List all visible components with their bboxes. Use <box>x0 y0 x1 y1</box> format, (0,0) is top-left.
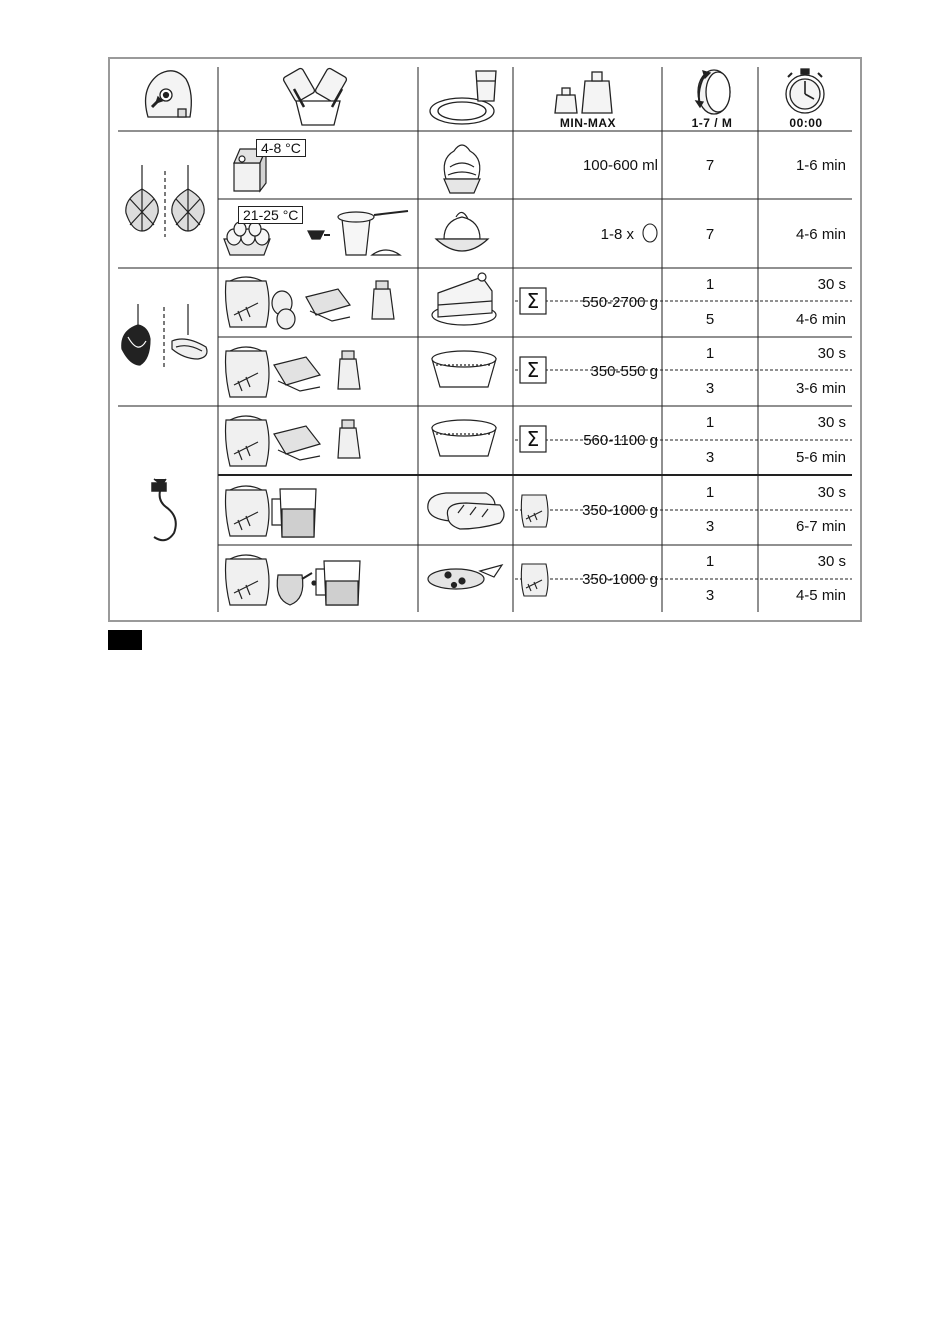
time-value: 30 s <box>817 345 846 362</box>
time-value: 4-5 min <box>795 587 846 604</box>
egg-icon <box>643 224 657 242</box>
sum-symbol: Σ <box>526 358 540 382</box>
whipped-cream-icon <box>444 145 480 193</box>
speed-value: 3 <box>705 380 715 397</box>
speed-value: 1 <box>705 553 715 570</box>
speed-header-label: 1-7 / M <box>691 116 733 130</box>
speed-value: 1 <box>705 345 715 362</box>
flour-water-icon <box>226 486 317 537</box>
mixing-table <box>108 57 862 622</box>
temperature-label: 21-25 °C <box>238 206 303 224</box>
time-value: 1-6 min <box>795 157 846 174</box>
cake-slice-icon <box>432 273 496 325</box>
amount-value: 350-550 g <box>590 363 658 380</box>
amount-value: 350-1000 g <box>582 502 658 519</box>
time-value: 30 s <box>817 484 846 501</box>
time-value: 30 s <box>817 553 846 570</box>
amount-value: 550-2700 g <box>582 294 658 311</box>
flour-oil-water-icon <box>226 555 361 605</box>
flour-eggs-butter-sugar-icon <box>226 277 395 329</box>
section-marker <box>108 630 142 650</box>
time-value: 6-7 min <box>795 518 846 535</box>
tart-base-icon <box>432 351 496 387</box>
speed-value: 3 <box>705 587 715 604</box>
temperature-label: 4-8 °C <box>256 139 306 157</box>
sum-symbol: Σ <box>526 427 540 451</box>
flour-butter-sugar-icon-2 <box>226 416 361 466</box>
speed-value: 7 <box>705 157 715 174</box>
sum-symbol: Σ <box>526 289 540 313</box>
speed-value: 1 <box>705 484 715 501</box>
speed-value: 5 <box>705 311 715 328</box>
time-value: 3-6 min <box>795 380 846 397</box>
time-value: 30 s <box>817 414 846 431</box>
bread-loaves-icon <box>428 493 504 529</box>
beaten-egg-white-icon <box>436 212 488 251</box>
amount-value: 350-1000 g <box>582 571 658 588</box>
flour-butter-sugar-icon <box>226 347 361 397</box>
tart-base-icon-2 <box>432 420 496 456</box>
speed-value: 3 <box>705 518 715 535</box>
speed-value: 1 <box>705 276 715 293</box>
speed-value: 7 <box>705 226 715 243</box>
speed-value: 3 <box>705 449 715 466</box>
time-value: 4-6 min <box>795 226 846 243</box>
time-value: 30 s <box>817 276 846 293</box>
amount-value: 100-600 ml <box>582 157 658 174</box>
amount-value: 560-1100 g <box>583 432 658 449</box>
speed-value: 1 <box>705 414 715 431</box>
time-value: 5-6 min <box>795 449 846 466</box>
time-header-label: 00:00 <box>789 116 823 130</box>
time-value: 4-6 min <box>795 311 846 328</box>
flour-bag-icon <box>521 495 548 596</box>
amount-value: 1-8 x <box>600 226 634 243</box>
pizza-icon <box>428 565 502 589</box>
amount-header-label: MIN-MAX <box>559 116 617 130</box>
